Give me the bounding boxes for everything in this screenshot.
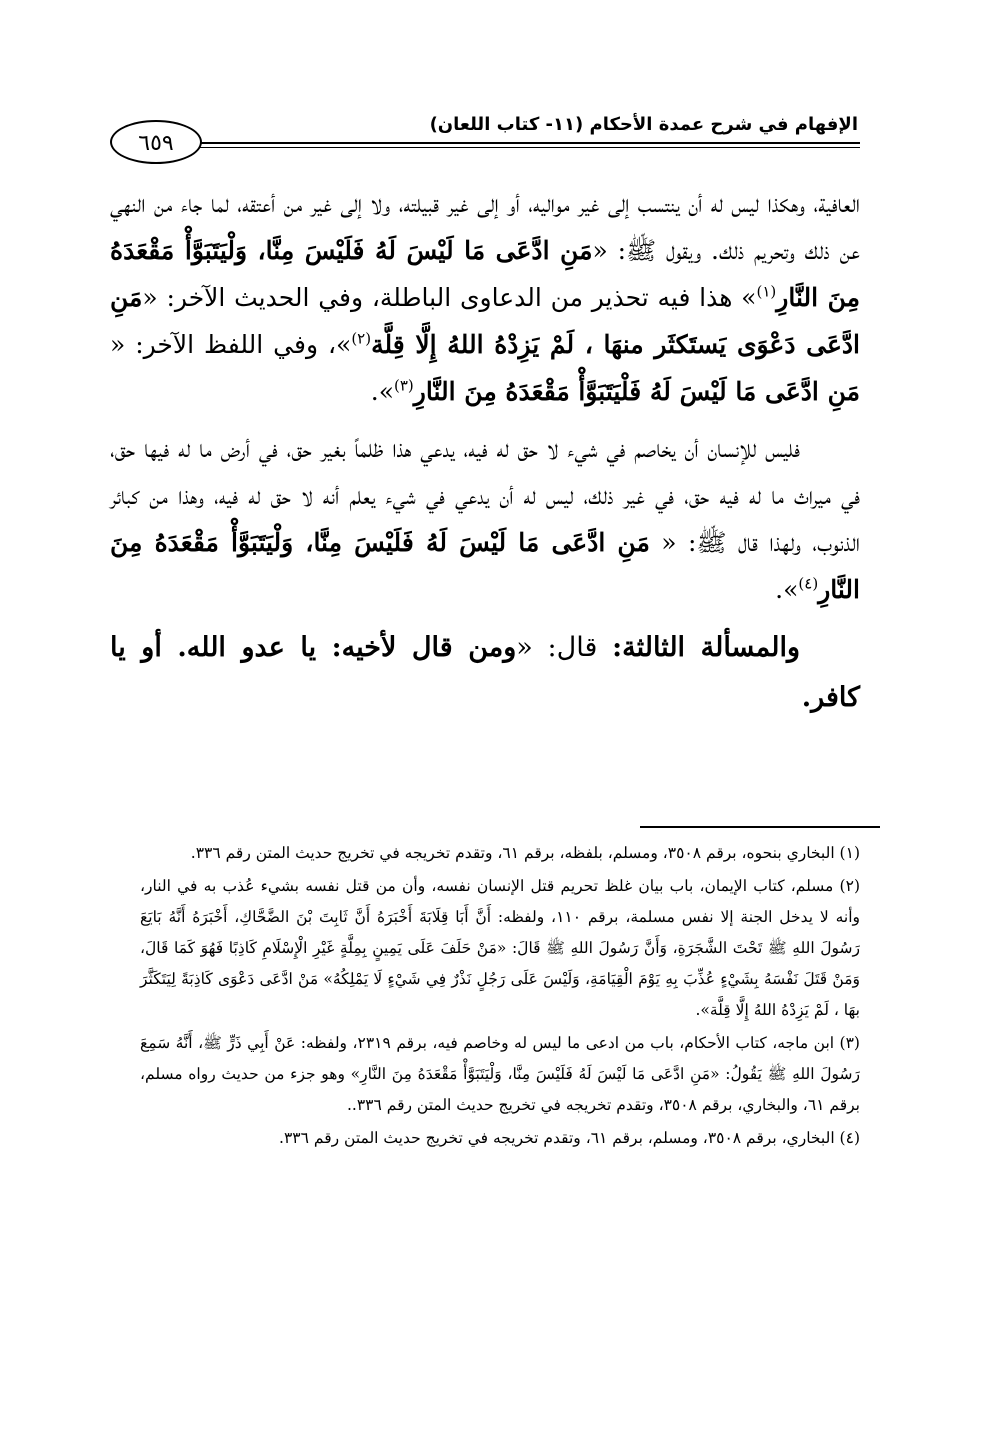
footnote-2: (٢) مسلم، كتاب الإيمان، باب بيان غلظ تحريم قتل الإنسان نفسه، وأن من قتل نفسه بشيء عُذب به في النار، وأنه لا يدخل الجنة إلا نفس مسلمة، برقم ١١٠، ولفظه: أَنَّ أَبَا قِلَابَةَ أَخْبَرَهُ أَنَّ ثَابِتَ بْنَ الضَّحَّاكِ، أَخْبَرَهُ أَنَّهُ بَايَعَ رَسُولَ اللهِ ﷺ تَحْتَ الشَّجَرَةِ، وَأَنَّ رَسُولَ اللهِ ﷺ قَالَ: «مَنْ حَلَفَ عَلَى يَمِينٍ بِمِلَّةٍ غَيْرِ الْإِسْلَامِ كَاذِبًا فَهُوَ كَمَا قَالَ، وَمَنْ قَتَلَ نَفْسَهُ بِشَيْءٍ عُذِّبَ بِهِ يَوْمَ الْقِيَامَةِ، وَلَيْسَ عَلَى رَجُلٍ نَذْرٌ فِي شَيْءٍ لَا يَمْلِكُهُ» مَنْ ادَّعَى دَعْوَى كَاذِبَةً لِيَتَكَثَّرَ بهَا ، لَمْ يَزِدْهُ اللهُ إِلَّا قِلَّة».: [140, 877, 861, 1019]
text-run: ».: [775, 575, 799, 604]
footnotes: [140, 838, 860, 1156]
text-run: » هذا فيه تحذير من الدعاوى الباطلة، وفي الحديث الآخر: «: [142, 283, 757, 312]
heading-quote: ومن قال لأخيه: يا عدو الله. أو يا كافر.: [110, 632, 860, 713]
paragraph-2: [110, 425, 860, 613]
running-header-title: الإفهام في شرح عمدة الأحكام (١١- كتاب اللعان): [429, 114, 858, 135]
footnote-separator: [640, 826, 880, 828]
text-run: قال: «: [516, 632, 613, 663]
text-run: ».: [370, 377, 394, 406]
section-heading-lead: والمسألة الثالثة:: [612, 632, 801, 663]
footnote-ref[interactable]: (٢): [351, 329, 372, 348]
text-run: العافية، وهكذا ليس له أن ينتسب إلى غير مواليه، أو إلى غير قبيلته، ولا إلى غير من أعتقه، لما جاء من النهي عن ذلك وتحريم ذلك. ويقول ﷺ: «: [110, 189, 860, 265]
text-run: فليس للإنسان أن يخاصم في شيء لا حق له فيه، يدعي هذا ظلماً بغير حق، في أرض ما له فيها حق، في ميراث ما له فيه حق، في غير ذلك، ليس له أن يدعي في شيء يعلم أنه لا حق له فيه، وهذا من كبائر الذنوب، ولهذا قال ﷺ: «: [110, 434, 860, 557]
header-rule: [200, 142, 860, 144]
hadith-quote: مَنِ ادَّعَى مَا لَيْسَ لَهُ فَلَيْسَ مِنَّا، وَلْيَتَبَوَّأْ مَقْعَدَهُ مِنَ النَّارِ: [110, 528, 860, 604]
hadith-quote: مَنِ ادَّعَى مَا لَيْسَ لَهُ فَلْيَتَبَوَّأْ مَقْعَدَهُ مِنَ النَّارِ: [413, 377, 860, 406]
header-rule-thin: [200, 147, 860, 148]
footnote-ref[interactable]: (١): [756, 282, 777, 301]
footnote-1: (١) البخاري بنحوه، برقم ٣٥٠٨، ومسلم، بلفظه، برقم ٦١، وتقدم تخريجه في تخريج حديث المتن رقم ٣٣٦.: [190, 844, 860, 862]
hadith-quote: مَنِ ادَّعَى مَا لَيْسَ لَهُ فَلَيْسَ مِنَّا، وَلْيَتَبَوَّأْ مَقْعَدَهُ مِنَ النَّارِ: [110, 236, 860, 312]
text-run: »، وفي اللفظ الآخر: «: [110, 330, 352, 359]
hadith-quote: مَنِ ادَّعَى دَعْوَى يَستَكثَر منهَا ، لَمْ يَزِدْهُ اللهُ إِلَّا قِلَّة: [110, 283, 860, 359]
paragraph-1: [110, 180, 860, 415]
section-heading: [110, 623, 860, 723]
page-number: ٦٥٩: [110, 120, 202, 164]
footnote-ref[interactable]: (٤): [798, 574, 819, 593]
main-text: [110, 180, 860, 723]
footnote-4: (٤) البخاري، برقم ٣٥٠٨، ومسلم، برقم ٦١، وتقدم تخريجه في تخريج حديث المتن رقم ٣٣٦.: [279, 1129, 860, 1147]
footnote-3: (٣) ابن ماجه، كتاب الأحكام، باب من ادعى ما ليس له وخاصم فيه، برقم ٢٣١٩، ولفظه: عَنْ أَبِي ذَرٍّ ﷺ، أَنَّهُ سَمِعَ رَسُولَ اللهِ ﷺ يَقُولُ: «مَنِ ادَّعَى مَا لَيْسَ لَهُ فَلَيْسَ مِنَّا، وَلْيَتَبَوَّأْ مَقْعَدَهُ مِنَ النَّارِ» وهو جزء من حديث رواه مسلم، برقم ٦١، والبخاري، برقم ٣٥٠٨، وتقدم تخريجه في تخريج حديث المتن رقم ٣٣٦..: [140, 1034, 860, 1114]
footnote-ref[interactable]: (٣): [394, 376, 414, 395]
